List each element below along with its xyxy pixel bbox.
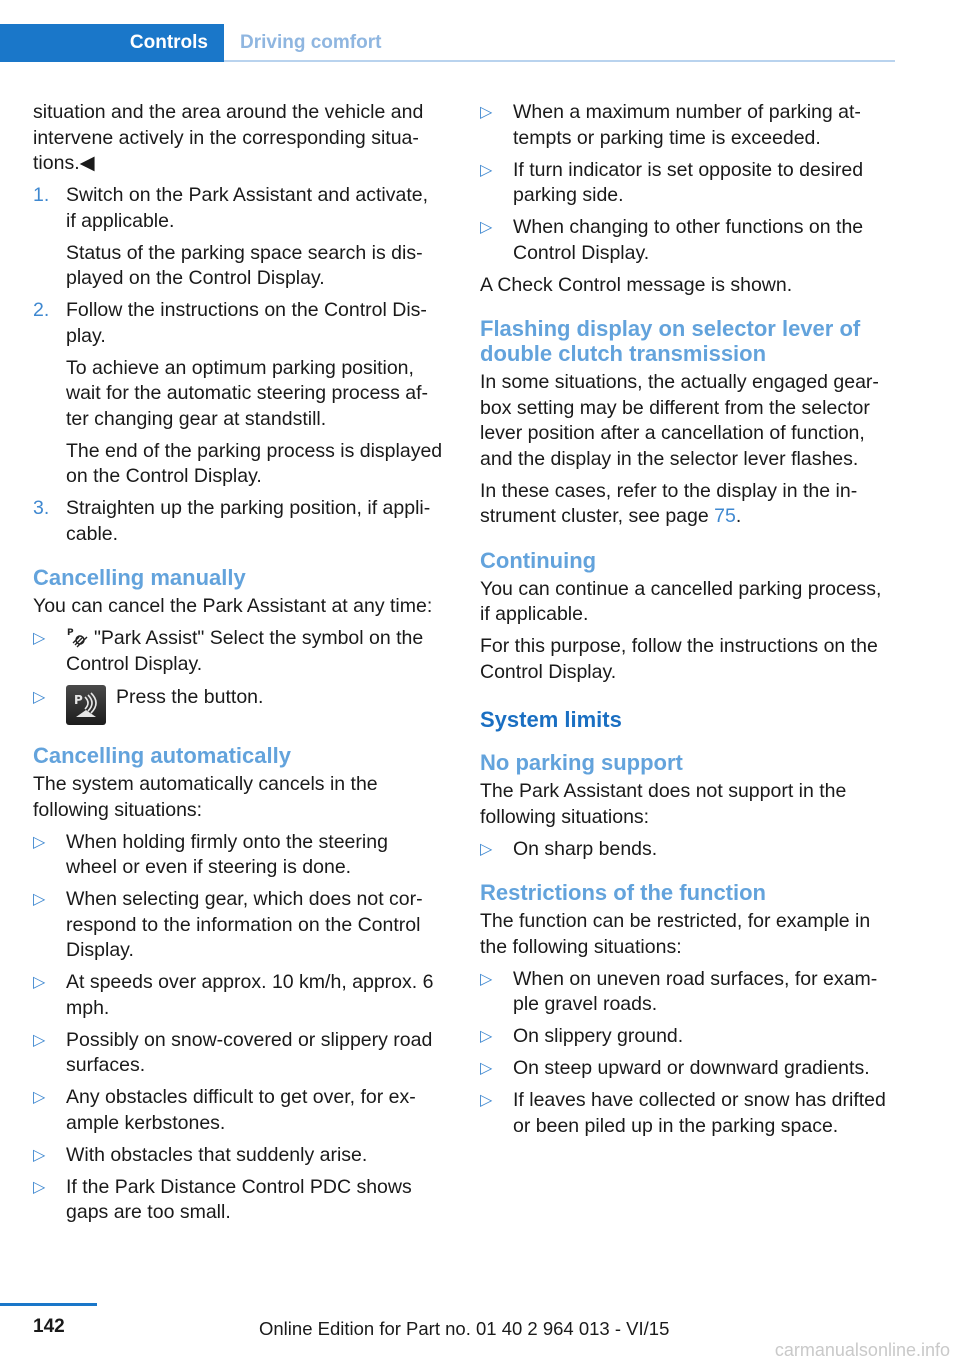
triangle-bullet-icon: ▷ [480,104,493,121]
triangle-bullet-icon: ▷ [33,1089,46,1106]
list-item [33,1143,443,1169]
section-tab-driving-comfort: Driving comfort [240,32,382,53]
steps-list [33,183,443,547]
list-item-text: Possibly on snow-covered or slippery road surfaces. [66,1028,433,1076]
list-item [33,1175,443,1226]
heading-continuing: Continuing [480,547,597,573]
no-support-intro: The Park Assistant does not support in the following situations: [480,780,847,828]
list-item [480,100,890,151]
list-item [480,1024,890,1050]
triangle-bullet-icon: ▷ [33,1146,46,1164]
list-item [33,970,443,1021]
continuing-paragraph-1: You can continue a cancelled parking process, if applicable. [480,577,882,625]
list-item [480,1088,890,1139]
step-item [33,496,443,547]
list-item-text: At speeds over approx. 10 km/h, approx. 6 mph. [66,971,434,1019]
heading-cancel-manual: Cancelling manually [33,565,246,590]
list-item-text: When a maximum number of parking attempts or parking time is exceeded. [513,101,861,149]
triangle-bullet-icon: ▷ [33,1178,46,1196]
cancel-manual-list [33,626,443,725]
triangle-bullet-icon: ▷ [480,219,493,236]
heading-restrictions: Restrictions of the function [480,880,766,905]
heading-system-limits: System limits [480,707,622,732]
list-item [480,158,890,209]
triangle-bullet-icon: ▷ [33,833,46,851]
list-item [480,215,890,266]
page-link-75[interactable]: 75 [714,505,736,527]
check-control-message: A Check Control message is shown. [480,273,793,296]
footer-rule [0,1303,97,1306]
triangle-bullet-icon: ▷ [33,630,46,647]
heading-flashing-display: Flashing display on selector lever of double clutch transmission [480,316,861,366]
park-assist-symbol-icon [66,626,88,648]
cancel-auto-list [33,830,443,1226]
flashing-p2-end: . [735,505,742,527]
triangle-bullet-icon: ▷ [480,161,493,179]
intro-paragraph: situation and the area around the vehicle and intervene actively in the corresponding situations.◀ [33,101,424,174]
list-item [480,967,890,1018]
step-text: Straighten up the parking position, if applicable. [66,497,431,545]
triangle-bullet-icon: ▷ [480,840,493,858]
flashing-paragraph-1: In some situations, the actually engaged gearbox setting may be different from the selector lever position after a cancellation of function, and the display in the selector lever flashes. [480,371,879,470]
page-number: 142 [33,1316,65,1337]
left-column [33,100,443,1232]
list-item [480,837,890,863]
list-item-text: On slippery ground. [513,1025,684,1047]
flashing-p2-text: In these cases, refer to the display in the instrument cluster, see page [480,479,858,527]
watermark: carmanualsonline.info [774,1340,950,1360]
no-support-list [480,837,890,863]
triangle-bullet-icon: ▷ [480,1028,493,1045]
list-item-text: On sharp bends. [513,837,658,860]
edition-note: Online Edition for Part no. 01 40 2 964 013 - VI/15 [259,1318,670,1339]
step-text: Follow the instructions on the Control Display. [66,299,427,347]
step-subtext: The end of the parking process is displayed on the Control Display. [66,439,443,487]
step-item [33,298,443,490]
triangle-bullet-icon: ▷ [480,1092,493,1109]
cancel-auto-list-continued [480,100,890,266]
triangle-bullet-icon: ▷ [480,970,493,988]
list-item-text: When on uneven road surfaces, for example gravel roads. [513,967,878,1015]
step-item [33,183,443,292]
list-item-text: On steep upward or downward gradients. [513,1057,870,1079]
cancel-manual-intro: You can cancel the Park Assistant at any time: [33,595,433,617]
step-number: 2. [33,299,50,321]
triangle-bullet-icon: ▷ [33,974,46,991]
section-tab-controls: Controls [0,24,224,62]
svg-text:P: P [67,628,74,638]
page-header [0,24,895,62]
step-number: 3. [33,497,50,519]
list-item [33,626,443,677]
continuing-paragraph-2: For this purpose, follow the instructions on the Control Display. [480,635,878,683]
heading-cancel-auto: Cancelling automatically [33,743,291,768]
list-item-text: With obstacles that suddenly arise. [66,1143,368,1166]
step-number: 1. [33,184,50,206]
restrictions-list [480,967,890,1140]
park-assist-button-icon [66,685,106,725]
list-item-text: Any obstacles difficult to get over, for example kerbstones. [66,1086,416,1134]
svg-text:P: P [74,693,83,707]
list-item-text: If turn indicator is set opposite to desired parking side. [513,158,864,206]
list-item [33,1028,443,1079]
heading-no-parking-support: No parking support [480,750,683,775]
step-subtext: Status of the parking space search is displayed on the Control Display. [66,241,423,289]
list-item-text: When holding firmly onto the steering wheel or even if steering is done. [66,830,388,878]
list-item [33,685,443,725]
list-item [33,1085,443,1136]
list-item-text: If leaves have collected or snow has drifted or been piled up in the parking space. [513,1089,886,1137]
triangle-bullet-icon: ▷ [33,1031,46,1049]
cancel-auto-intro: The system automatically cancels in the following situations: [33,773,378,821]
triangle-bullet-icon: ▷ [33,891,46,908]
flashing-paragraph-2 [480,479,890,530]
step-subtext: To achieve an optimum parking position, wait for the automatic steering process after changing gear at standstill. [66,356,429,430]
right-column [480,100,890,1146]
list-item-text: Press the button. [116,686,264,708]
list-item [480,1056,890,1082]
list-item-text: When changing to other functions on the Control Display. [513,216,864,264]
list-item-text: "Park Assist" Select the symbol on the Control Display. [66,627,424,675]
list-item-text: If the Park Distance Control PDC shows gaps are too small. [66,1175,412,1223]
header-rule [224,60,895,62]
list-item-text: When selecting gear, which does not correspond to the information on the Control Display. [66,888,423,961]
list-item [33,830,443,881]
restrictions-intro: The function can be restricted, for example in the following situations: [480,910,871,958]
triangle-bullet-icon: ▷ [480,1060,493,1077]
step-text: Switch on the Park Assistant and activate, if applicable. [66,184,429,232]
triangle-bullet-icon: ▷ [33,689,46,706]
list-item [33,887,443,964]
